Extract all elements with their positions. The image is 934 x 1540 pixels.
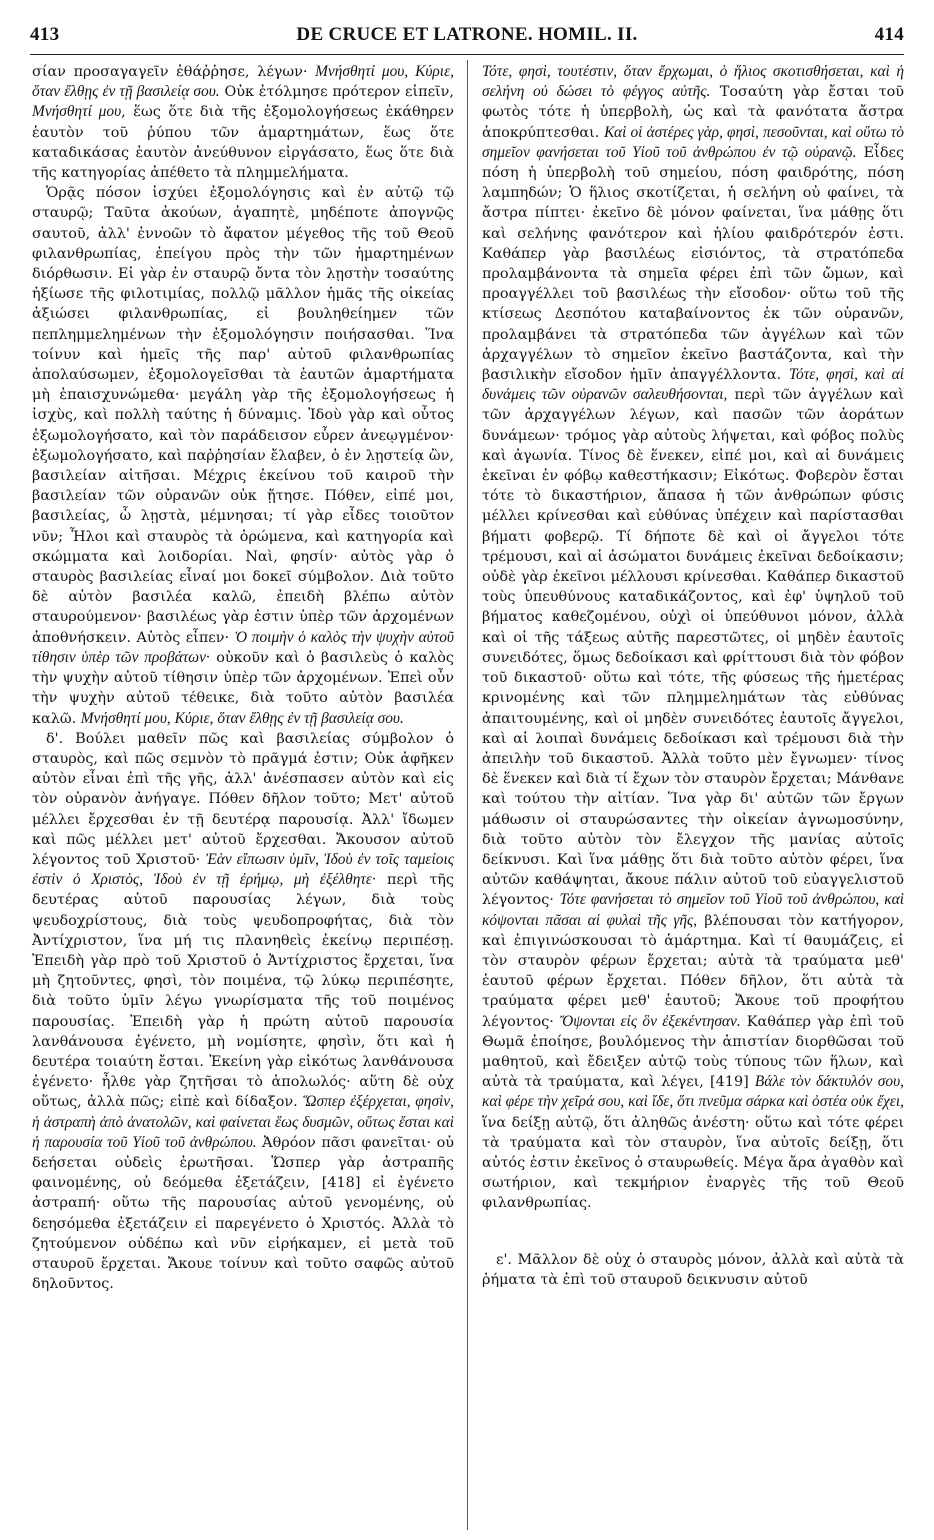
quotation-text: Βάλε τὸν δάκτυλόν σου, καὶ φέρε τὴν χεῖρά σου, καὶ ἴδε, ὅτι πνεῦμα σάρκα καὶ ὀστέα οὐκ ἔχει, (482, 1073, 904, 1111)
quotation-text: Ὁ ποιμὴν ὁ καλὸς τὴν ψυχὴν αὐτοῦ τίθησιν ὑπὲρ τῶν προβάτων· (32, 628, 454, 666)
quotation-text: Ὄψονται εἰς ὃν ἐξεκέντησαν. (559, 1012, 741, 1030)
quotation-text: Τότε, φησὶ, καὶ αἱ δυνάμεις τῶν οὐρανῶν σαλευθήσονται, (482, 366, 904, 404)
quotation-text: Μνήσθητί μου, Κύριε, ὅταν ἔλθῃς ἐν τῇ βασιλείᾳ σου. (32, 63, 454, 101)
paragraph (32, 62, 454, 183)
paragraph (482, 1250, 904, 1290)
quotation-text: Ἐὰν εἴπωσιν ὑμῖν, Ἰδοὺ ἐν τοῖς ταμείοις ἐστὶν ὁ Χριστὸς, Ἰδοὺ ἐν τῇ ἐρήμῳ, μὴ ἐξέλθητε· (32, 850, 454, 889)
body-text: σίαν προσαγαγεῖν ἐθάῤῥησε, λέγων· (32, 64, 316, 80)
column-divider (467, 60, 468, 1530)
body-text: Οὐκ ἐτόλμησε πρότερον εἰπεῖν, (219, 84, 454, 101)
quotation-text: Καὶ οἱ ἀστέρες γὰρ, φησὶ, πεσοῦνται, καὶ οὕτω τὸ σημεῖον φανήσεται τοῦ Υἱοῦ τοῦ ἀνθρώπου ἐν τῷ οὐρανῷ. (482, 123, 904, 161)
paragraph (482, 62, 904, 1214)
quotation-text: Τότε, φησὶ, τουτέστιν, ὅταν ἔρχωμαι, ὁ ἥλιος σκοτισθήσεται, καὶ ἡ σελήνη οὐ δώσει τὸ φέγγος αὐτῆς. (482, 63, 904, 101)
body-text: , ἕως ὅτε διὰ τῆς ἐξομολογήσεως ἐκάθηρεν ἑαυτὸν τοῦ ῥύπου τῶν ἁμαρτημάτων, ἕως ὅτε καταδικάσας ἑαυτὸν ἀνεύθυνον εἰργάσατο, ἕως ὅτε διὰ τῆς κατηγορίας ἀπέθετο τὰ πλημμελήματα. (32, 104, 454, 182)
body-text: περὶ τῆς δευτέρας αὐτοῦ παρουσίας λέγων, διὰ τοὺς ψευδοχρίστους, διὰ τοὺς ψευδοπροφήτας, διὰ τὸν Ἀντίχριστον, ἵνα μή τις πλανηθεὶς ἐκείνῳ περιπέσῃ. Ἐπειδὴ γὰρ πρὸ τοῦ Χριστοῦ ὁ Ἀντίχριστος ἔρχεται, ἵνα μὴ ζητοῦντες, φησὶ, τὸν ποιμένα, τῷ λύκῳ περιπέσητε, διὰ τοῦτο ὑμῖν λέγω γνωρίσματα τῆς τοῦ ποιμένος παρουσίας. Ἐπειδὴ γὰρ ἡ πρώτη αὐτοῦ παρουσία λανθάνουσα ἐγένετο, μὴ νομίσητε, φησὶν, ὅτι καὶ ἡ δευτέρα τοιαύτη ἔσται. Ἐκείνη γὰρ εἰκότως λανθάνουσα ἐγένετο· ἦλθε γὰρ ζητῆσαι τὸ ἀπολωλός· αὕτη δὲ οὐχ οὕτως, ἀλλὰ πῶς; εἰπὲ καὶ δίδαξον. (32, 872, 454, 1111)
body-text: Εἶδες πόση ἡ ὑπερβολὴ τοῦ σημείου, πόση φαιδρότης, πόση λαμπηδών; Ὁ ἥλιος σκοτίζεται, ἡ σελήνη οὐ φαίνει, τὰ ἄστρα πίπτει· ἐκεῖνο δὲ μόνον φαίνεται, ἵνα μάθῃς ὅτι καὶ σελήνης φανότερον καὶ ἡλίου φαιδρότερόν ἐστι. Καθάπερ γὰρ βασιλέως εἰσιόντος, τὰ στρατόπεδα προλαμβάνοντα τὰ σημεῖα φέρει ἐπὶ τῶν ὤμων, καὶ προαγγέλλει τοῦ βασιλέως τὴν εἴσοδον· οὕτω τοῦ τῆς κτίσεως Δεσπότου καταβαίνοντος ἐκ τῶν οὐρανῶν, προλαμβάνει τὰ στρατόπεδα τῶν ἀγγέλων καὶ τῶν ἀρχαγγέλων τὸ σημεῖον ἐκεῖνο βαστάζοντα, καὶ τὴν βασιλικὴν εἴσοδον ἡμῖν ἀπαγγέλλοντα. (482, 144, 904, 384)
body-text: βλέπουσαι τὸν κατήγορον, καὶ ἐπιγινώσκουσαι τὸ ἁμάρτημα. Καὶ τί θαυμάζεις, εἰ τὸν σταυρὸν φέρων ἔρχεται; αὐτὰ τὰ τραύματα μεθ' ἑαυτοῦ φέρων ἔρχεται. Πόθεν δῆλον, ὅτι αὐτὰ τὰ τραύματα φέρει μεθ' ἑαυτοῦ; Ἄκουε τοῦ προφήτου λέγοντος· (482, 912, 904, 1030)
running-title: DE CRUCE ET LATRONE. HOMIL. II. (296, 24, 638, 45)
quotation-text: Τότε φανήσεται τὸ σημεῖον τοῦ Υἱοῦ τοῦ ἀνθρώπου, καὶ κόψονται πᾶσαι αἱ φυλαὶ τῆς γῆς, (482, 891, 904, 929)
page-number-right: 414 (874, 24, 904, 45)
page-number-left: 413 (30, 24, 60, 45)
running-header (30, 20, 904, 50)
body-text: Ὁρᾷς πόσον ἰσχύει ἐξομολόγησις καὶ ἐν αὐτῷ τῷ σταυρῷ; Ταῦτα ἀκούων, ἀγαπητὲ, μηδέποτε ἀπογνῷς σαυτοῦ, ἀλλ' ἐννοῶν τὸ ἄφατον μέγεθος τῆς τοῦ Θεοῦ φιλανθρωπίας, ἐπείγου πρὸς τὴν τῶν ἡμαρτημένων διόρθωσιν. Εἰ γὰρ ἐν σταυρῷ ὄντα τὸν λῃστὴν τοσαύτης ἠξίωσε τῆς φιλοτιμίας, πολλῷ μᾶλλον ἡμᾶς τῆς οἰκείας ἀξιώσει φιλανθρωπίας, εἰ βουληθείημεν τῶν πεπλημμελημένων τὴν ἐξομολόγησιν ποιήσασθαι. Ἵνα τοίνυν καὶ ἡμεῖς τῆς παρ' αὐτοῦ φιλανθρωπίας ἀπολαύσωμεν, ἐξομολογεῖσθαι τὰ ἑαυτῶν ἁμαρτήματα μὴ ἐπαισχυνώμεθα· μεγάλη γὰρ τῆς ἐξομολογήσεως ἡ ἰσχὺς, καὶ πολλὴ ταύτης ἡ δύναμις. Ἰδοὺ γὰρ καὶ οὗτος ἐξωμολογήσατο, καὶ τὸν παράδεισον εὗρεν ἀνεῳγμένον· ἐξωμολογήσατο, καὶ παῤῥησίαν ἔλαβεν, ὁ ἐν λῃστείᾳ ὢν, βασιλείαν αἰτῆσαι. Μέχρις ἐκείνου τοῦ καιροῦ τὴν βασιλείαν τῶν οὐρανῶν οὐκ ᾔτησε. Πόθεν, εἰπέ μοι, βασιλείας, ὦ λῃστὰ, μέμνησαι; τί γὰρ εἶδες τοιοῦτον νῦν; Ἧλοι καὶ σταυρὸς τὰ ὁρώμενα, καὶ κατηγορία καὶ σκώμματα καὶ λοιδορίαι. Ναὶ, φησίν· αὐτὸς γὰρ ὁ σταυρὸς βασιλείας εἶναί μοι δοκεῖ σύμβολον. Διὰ τοῦτο δὲ αὐτὸν βασιλέα καλῶ, ἐπειδὴ βλέπω αὐτὸν σταυρούμενον· βασιλέως γὰρ ἐστιν ὑπὲρ τῶν ἀρχομένων ἀποθνήσκειν. Αὐτὸς εἶπεν· (32, 185, 454, 646)
body-text: περὶ τῶν ἀγγέλων καὶ τῶν ἀρχαγγέλων λέγων, καὶ πασῶν τῶν ἀοράτων δυνάμεων· τρόμος γὰρ αὐτοὺς λήψεται, καὶ φόβος πολὺς καὶ ἀγωνία. Τίνος δὲ ἕνεκεν, εἰπέ μοι, καὶ αἱ δυνάμεις ἐκεῖναι ἐν φόβῳ καθεστήκασιν; Εἰκότως. Φοβερὸν ἔσται τότε τὸ δικαστήριον, ἅπασα ἡ τῶν ἀνθρώπων φύσις μέλλει κρίνεσθαι καὶ εὐθύνας ὑπέχειν καὶ παρίστασθαι βήματι φοβερῷ. Τί δήποτε δὲ καὶ οἱ ἄγγελοι τότε τρέμουσι, καὶ αἱ ἀσώματοι δυνάμεις ἐκεῖναι δεδοίκασιν; οὐδὲ γὰρ ἐκεῖνοι μέλλουσι κρίνεσθαι. Καθάπερ δικαστοῦ τοὺς ὑπευθύνους καταδικάζοντος, καὶ ἐφ' ὑψηλοῦ τοῦ βήματος καθεζομένου, οὐχὶ οἱ ὑπεύθυνοι μόνον, ἀλλὰ καὶ οἱ τῆς τάξεως αὐτῆς παρεστῶτες, οἱ μηδὲν ἑαυτοῖς συνειδότες, ὅμως δεδοίκασι καὶ φρίττουσι διὰ τὸν φόβον τοῦ δικαστοῦ· οὕτω καὶ τότε, τῆς φύσεως τῆς ἡμετέρας κρινομένης καὶ τῶν πλημμελημάτων τὰς εὐθύνας ἀπαιτουμένης, καὶ οἱ μηδὲν συνειδότες ἑαυτοῖς ἄγγελοι, καὶ αἱ λοιπαὶ δυνάμεις δεδοίκασι καὶ τρέμουσι διὰ τὴν ἀπειλὴν τοῦ δικαστοῦ. Ἀλλὰ τοῦτο μὲν ἔγνωμεν· τίνος δὲ ἕνεκεν καὶ διὰ τί ἔχων τὸν σταυρὸν ἔρχεται; Μάνθανε καὶ τούτου τὴν αἰτίαν. Ἵνα γὰρ δι' αὐτῶν τῶν ἔργων μάθωσιν οἱ σταυρώσαντες τὴν οἰκείαν ἀγνωμοσύνην, διὰ τοῦτο αὐτὸν τὸν ἔλεγχον τῆς μανίας αὐτοῖς δείκνυσι. Καὶ ἵνα μάθῃς ὅτι διὰ τοῦτο αὐτὸν φέρει, ἵνα αὐτῶν καθάψηται, ἄκουε πάλιν αὐτοῦ τοῦ εὐαγγελιστοῦ λέγοντος· (482, 387, 904, 909)
body-text: Ἀθρόον πᾶσι φανεῖται· οὐ δεήσεται οὐδεὶς ἐρωτῆσαι. Ὥσπερ γὰρ ἀστραπῆς φαινομένης, οὐ δεόμεθα ἐξετάζειν, [418] εἰ ἐγένετο ἀστραπή· οὕτω τῆς παρουσίας αὐτοῦ γενομένης, οὐ δεησόμεθα ἐξετάζειν εἰ παρεγένετο ὁ Χριστός. Ἀλλὰ τὸ ζητούμενον οὐδέπω καὶ νῦν εἰρήκαμεν, εἰ μετὰ τοῦ σταυροῦ ἔρχεται. Ἄκουε τοίνυν καὶ τοῦτο σαφῶς αὐτοῦ δηλοῦντος. (32, 1134, 454, 1293)
body-text: ἵνα δείξῃ αὐτῷ, ὅτι ἀληθῶς ἀνέστη· οὕτω καὶ τότε φέρει τὰ τραύματα καὶ τὸν σταυρὸν, ἵνα αὐτοῖς δείξῃ, ὅτι αὐτός ἐστιν ἐκεῖνος ὁ σταυρωθείς. Μέγα ἄρα ἀγαθὸν καὶ σωτήριον, καὶ τεκμήριον ἐναργὲς τῆς τοῦ Θεοῦ φιλανθρωπίας. (482, 1114, 904, 1212)
header-rule (30, 54, 904, 55)
body-text: οὐκοῦν καὶ ὁ βασιλεὺς ὁ καλὸς τὴν ψυχὴν αὐτοῦ τίθησιν ὑπὲρ τῶν ἀρχομένων. Ἐπεὶ οὖν τὴν ψυχὴν αὐτοῦ τέθεικε, διὰ τοῦτο αὐτὸν βασιλέα καλῶ. (32, 649, 454, 727)
right-text-column (482, 62, 904, 1290)
body-text: ε'. Μᾶλλον δὲ οὐχ ὁ σταυρὸς μόνον, ἀλλὰ καὶ αὐτὰ τὰ ῥήματα τὰ ἐπὶ τοῦ σταυροῦ δεικνυσιν αὐτοῦ (482, 1251, 904, 1288)
quotation-text: Μνήσθητί μου, Κύριε, ὅταν ἔλθῃς ἐν τῇ βασιλείᾳ σου. (80, 709, 404, 727)
body-text: δ'. Βούλει μαθεῖν πῶς καὶ βασιλείας σύμβολον ὁ σταυρὸς, καὶ πῶς σεμνὸν τὸ πρᾶγμά ἐστιν; Οὐκ ἀφῆκεν αὐτὸν εἶναι ἐπὶ τῆς γῆς, ἀλλ' ἀνέσπασεν αὐτὸν καὶ εἰς τὸν οὐρανὸν ἀνήγαγε. Πόθεν δῆλον τοῦτο; Μετ' αὐτοῦ μέλλει ἔρχεσθαι ἐν τῇ δευτέρᾳ παρουσίᾳ. Ἀλλ' ἴδωμεν καὶ πῶς μέλλει μετ' αὐτοῦ ἔρχεσθαι. Ἄκουσον αὐτοῦ λέγοντος τοῦ Χριστοῦ· (32, 730, 454, 868)
body-text: Καθάπερ γὰρ ἐπὶ τοῦ Θωμᾶ ἐποίησε, βουλόμενος τὴν ἀπιστίαν διορθῶσαι τοῦ μαθητοῦ, καὶ ἔδειξεν αὐτῷ τοὺς τύπους τῶν ἥλων, καὶ αὐτὰ τὰ τραύματα, καὶ λέγει, [419] (482, 1013, 904, 1091)
paragraph (32, 183, 454, 728)
paragraph (32, 729, 454, 1295)
left-text-column (32, 62, 454, 1294)
quotation-text: Ὥσπερ ἐξέρχεται, φησὶν, ἡ ἀστραπὴ ἀπὸ ἀνατολῶν, καὶ φαίνεται ἕως δυσμῶν, οὕτως ἔσται καὶ ἡ παρουσία τοῦ Υἱοῦ τοῦ ἀνθρώπου. (32, 1093, 454, 1151)
quotation-text: Μνήσθητί μου (32, 103, 122, 121)
body-text: Τοσαύτη γὰρ ἔσται τοῦ φωτὸς τότε ἡ ὑπερβολὴ, ὡς καὶ τὰ φανότατα ἄστρα ἀποκρύπτεσθαι. (482, 84, 904, 141)
